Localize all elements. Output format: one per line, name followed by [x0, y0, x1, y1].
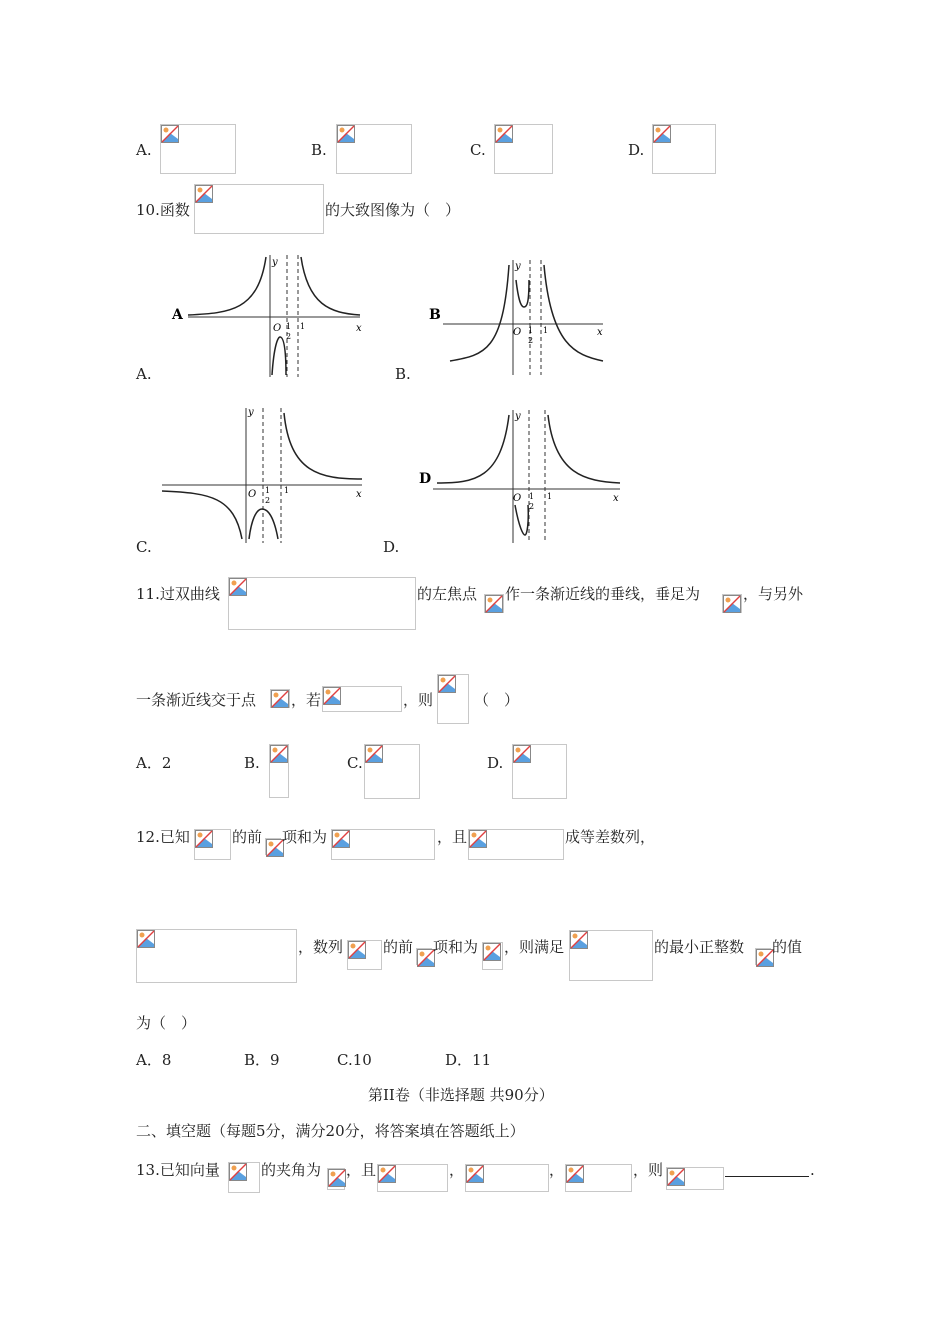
- q10-option-a-label: A.: [136, 365, 152, 383]
- broken-image-icon: [195, 830, 213, 848]
- q11-option-c-label: C.: [347, 754, 363, 772]
- q13-stem-3: ，且: [346, 1161, 377, 1179]
- q13-target-image: [666, 1167, 724, 1190]
- q12-stem-7: 的前: [383, 938, 414, 956]
- q13-comma-2: ，: [549, 1161, 565, 1179]
- q12-option-a: A．8: [136, 1051, 172, 1069]
- q11-option-b-label: B.: [244, 754, 260, 772]
- q12-tn-image: [482, 942, 503, 970]
- broken-image-icon: [483, 943, 501, 961]
- y-label: y: [272, 257, 278, 268]
- q13-angle-image: [327, 1168, 345, 1190]
- broken-image-icon: [328, 1169, 346, 1187]
- q11-stem-4: ，与另外: [743, 585, 804, 603]
- broken-image-icon: [438, 675, 456, 693]
- broken-image-icon: [466, 1165, 484, 1183]
- x-label: x: [613, 493, 619, 504]
- q12-option-c: C.10: [337, 1051, 372, 1069]
- q9-option-b-label: B.: [311, 141, 327, 159]
- y-label: y: [515, 411, 521, 422]
- origin-label: O: [513, 493, 522, 504]
- q11-option-d-label: D.: [487, 754, 504, 772]
- q10-graph-c: [160, 405, 370, 545]
- q9-option-c-label: C.: [470, 141, 486, 159]
- q12-stem-9: ，则满足: [504, 938, 565, 956]
- fill-in-section-heading: 二、填空题（每题5分，满分20分，将答案填在答题纸上）: [136, 1122, 525, 1140]
- q10-option-c-label: C.: [136, 538, 152, 556]
- q9-option-b-image: [336, 124, 412, 174]
- q12-sequence-image: [194, 829, 231, 860]
- broken-image-icon: [485, 595, 503, 613]
- origin-label: O: [248, 489, 257, 500]
- q10-graph-b: [425, 255, 610, 380]
- broken-image-icon: [337, 125, 355, 143]
- q9-option-d-label: D.: [628, 141, 645, 159]
- q9-option-a-image: [160, 124, 236, 174]
- half-den: 2: [265, 496, 271, 505]
- y-label: y: [515, 261, 521, 272]
- broken-image-icon: [667, 1168, 685, 1186]
- y-label: y: [248, 407, 254, 418]
- q11-stem-5: 一条渐近线交于点: [136, 691, 257, 709]
- broken-image-icon: [137, 930, 155, 948]
- q12-n2-image: [416, 948, 432, 965]
- half-den: 2: [286, 332, 292, 341]
- q11-option-b-image: [269, 744, 289, 798]
- q12-stem-10: 的最小正整数: [654, 938, 745, 956]
- q12-inequality-image: [569, 930, 653, 981]
- q13-vectors-image: [228, 1162, 260, 1193]
- broken-image-icon: [270, 745, 288, 763]
- q12-stem-5: 成等差数列，: [565, 828, 656, 846]
- q11-focus-image: [484, 594, 504, 613]
- graph-letter-a: A: [172, 307, 183, 323]
- curve-middle: [272, 337, 286, 375]
- one-label: 1: [547, 492, 553, 501]
- q12-bn-definition-image: [136, 929, 297, 983]
- broken-image-icon: [513, 745, 531, 763]
- q10-graph-a: [160, 245, 370, 380]
- q12-bn-image: [347, 940, 382, 970]
- q11-foot-image: [722, 594, 742, 613]
- half-num: 1: [529, 492, 535, 501]
- q13-answer-blank[interactable]: [725, 1176, 809, 1177]
- q13-stem-1: 13.已知向量: [136, 1161, 220, 1179]
- q12-n3-image: [755, 948, 771, 965]
- q11-point-image: [270, 689, 290, 708]
- q11-hyperbola-image: [228, 577, 416, 630]
- one-label: 1: [284, 486, 290, 495]
- q11-stem-2: 的左焦点: [417, 585, 478, 603]
- origin-label: O: [513, 327, 522, 338]
- half-num: 1: [528, 326, 534, 335]
- q11-condition-image: [322, 686, 402, 712]
- half-num: 1: [265, 486, 271, 495]
- q12-option-b: B．9: [244, 1051, 280, 1069]
- q10-option-d-label: D.: [383, 538, 400, 556]
- half-num: 1: [286, 322, 292, 331]
- q10-stem-prefix: 10.函数: [136, 201, 190, 219]
- q12-arithmetic-image: [468, 829, 564, 860]
- q11-stem-3: 作一条渐近线的垂线，垂足为: [505, 585, 701, 603]
- q12-stem-1: 12.已知: [136, 828, 190, 846]
- q11-target-image: [437, 674, 469, 724]
- origin-label: O: [273, 323, 282, 334]
- broken-image-icon: [365, 745, 383, 763]
- q11-stem-8: （ ）: [474, 691, 520, 709]
- broken-image-icon: [653, 125, 671, 143]
- broken-image-icon: [723, 595, 741, 613]
- volume-2-title: 第II卷（非选择题 共90分）: [368, 1086, 554, 1104]
- x-label: x: [597, 327, 603, 338]
- q13-condition-2-image: [465, 1164, 549, 1192]
- one-label: 1: [300, 322, 306, 331]
- broken-image-icon: [469, 830, 487, 848]
- broken-image-icon: [348, 941, 366, 959]
- q12-n-image: [265, 838, 281, 855]
- graph-letter-d: D: [419, 471, 432, 487]
- broken-image-icon: [566, 1165, 584, 1183]
- x-label: x: [356, 323, 362, 334]
- q11-option-c-image: [364, 744, 420, 799]
- graph-letter-b: B: [429, 307, 441, 323]
- broken-image-icon: [161, 125, 179, 143]
- q12-stem-3: 项和为: [282, 828, 328, 846]
- q10-stem-suffix: 的大致图像为（ ）: [325, 201, 461, 219]
- q10-option-b-label: B.: [395, 365, 411, 383]
- broken-image-icon: [229, 1163, 247, 1181]
- curve-right: [301, 257, 360, 315]
- q12-sum-image: [331, 829, 435, 860]
- curve-middle: [516, 280, 529, 307]
- q11-stem-6: ，若: [291, 691, 322, 709]
- q12-stem-2: 的前: [232, 828, 263, 846]
- q13-condition-1-image: [377, 1164, 448, 1192]
- curve-right: [284, 413, 362, 479]
- q10-graph-d: [415, 405, 625, 545]
- q10-function-formula-image: [194, 184, 324, 234]
- q13-comma-1: ，: [449, 1161, 465, 1179]
- one-label: 1: [543, 326, 549, 335]
- q12-stem-4: ，且: [437, 828, 468, 846]
- q11-option-d-image: [512, 744, 567, 799]
- curve-right: [548, 415, 620, 483]
- curve-middle: [515, 505, 528, 535]
- q9-option-d-image: [652, 124, 716, 174]
- curve-left: [437, 415, 509, 483]
- q13-end-period: .: [810, 1161, 815, 1179]
- q11-stem-7: ，则: [403, 691, 434, 709]
- curve-right: [544, 265, 603, 361]
- x-label: x: [356, 489, 362, 500]
- q11-option-a: A．2: [136, 754, 172, 772]
- broken-image-icon: [332, 830, 350, 848]
- q12-stem-11: 的值: [772, 938, 803, 956]
- q13-stem-2: 的夹角为: [261, 1161, 322, 1179]
- broken-image-icon: [570, 931, 588, 949]
- q13-condition-3-image: [565, 1164, 632, 1192]
- broken-image-icon: [271, 690, 289, 708]
- q13-stem-4: ，则: [633, 1161, 664, 1179]
- q12-stem-6: ，数列: [298, 938, 344, 956]
- q12-stem-8: 项和为: [433, 938, 479, 956]
- broken-image-icon: [229, 578, 247, 596]
- broken-image-icon: [495, 125, 513, 143]
- q9-option-a-label: A.: [136, 141, 152, 159]
- broken-image-icon: [195, 185, 213, 203]
- curve-left: [450, 265, 509, 361]
- curve-left: [162, 491, 242, 539]
- broken-image-icon: [323, 687, 341, 705]
- q12-option-d: D．11: [445, 1051, 492, 1069]
- half-den: 2: [528, 336, 534, 345]
- curve-left: [188, 257, 266, 315]
- q12-stem-12: 为（ ）: [136, 1014, 197, 1032]
- half-den: 2: [529, 502, 535, 511]
- broken-image-icon: [378, 1165, 396, 1183]
- q11-stem-1: 11.过双曲线: [136, 585, 220, 603]
- q9-option-c-image: [494, 124, 553, 174]
